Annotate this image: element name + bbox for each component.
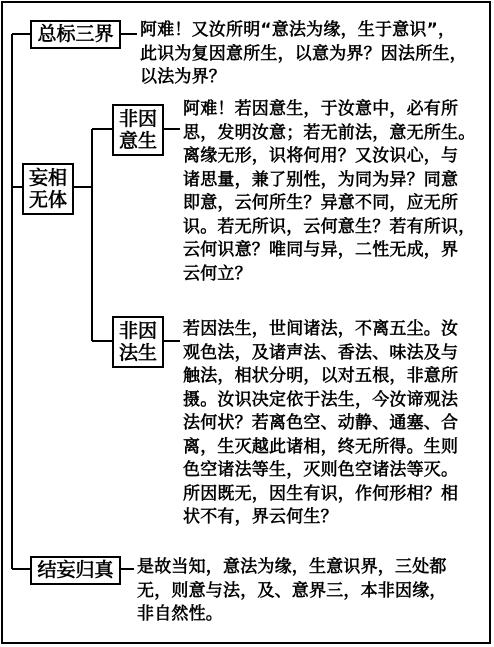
section-label-jiewang [30,556,121,585]
section-text-zongbiao: 阿难！又汝所明“意法为缘，生于意识”， 此识为复因意所生，以意为界？因法所生， 以法为界？ [140,20,467,87]
section-label-line1: 非因 [118,108,157,130]
section-label-zongbiao [30,20,121,49]
section-label-text: 总标三界 [37,23,114,45]
section-label-text: 结妄归真 [37,559,114,581]
root-label [22,163,74,215]
section-text-jiewang: 是故当知，意法为缘，生意识界，三处都 无，则意与法，及、意界三，本非因缘， 非自然性。 [137,557,447,624]
root-label-line2: 无体 [28,189,67,211]
section-text-fasheng: 若因法生，世间诸法，不离五尘。汝 观色法，及诸声法、香法、味法及与 触法，相状分明，以对五根，非意所 摄。汝识决定依于法生，今汝谛观法 法何状？若离色空、动静、通塞、合 离，生灭越此诸相，终无所得。生则 色空诸法等生，灭则色空诸法等灭。 所因既无，因生有识，作何形相？相 状不有，界云何生？ [183,319,459,527]
section-label-yisheng [112,104,164,156]
section-label-fasheng [112,316,164,368]
section-label-line2: 法生 [118,342,157,364]
section-label-line1: 非因 [118,320,157,342]
section-text-yisheng: 阿难！若因意生，于汝意中，必有所 思，发明汝意；若无前法，意无所生。 离缘无形，识将何用？又汝识心，与 诸思量，兼了别性，为同为异？同意 即意，云何所生？异意不同，应无所 识。若无所识，云何意生？若有所识， 云何识意？唯同与异，二性无成，界 云何立？ [183,99,476,284]
root-label-line1: 妄相 [28,167,67,189]
section-label-line2: 意生 [118,130,157,152]
